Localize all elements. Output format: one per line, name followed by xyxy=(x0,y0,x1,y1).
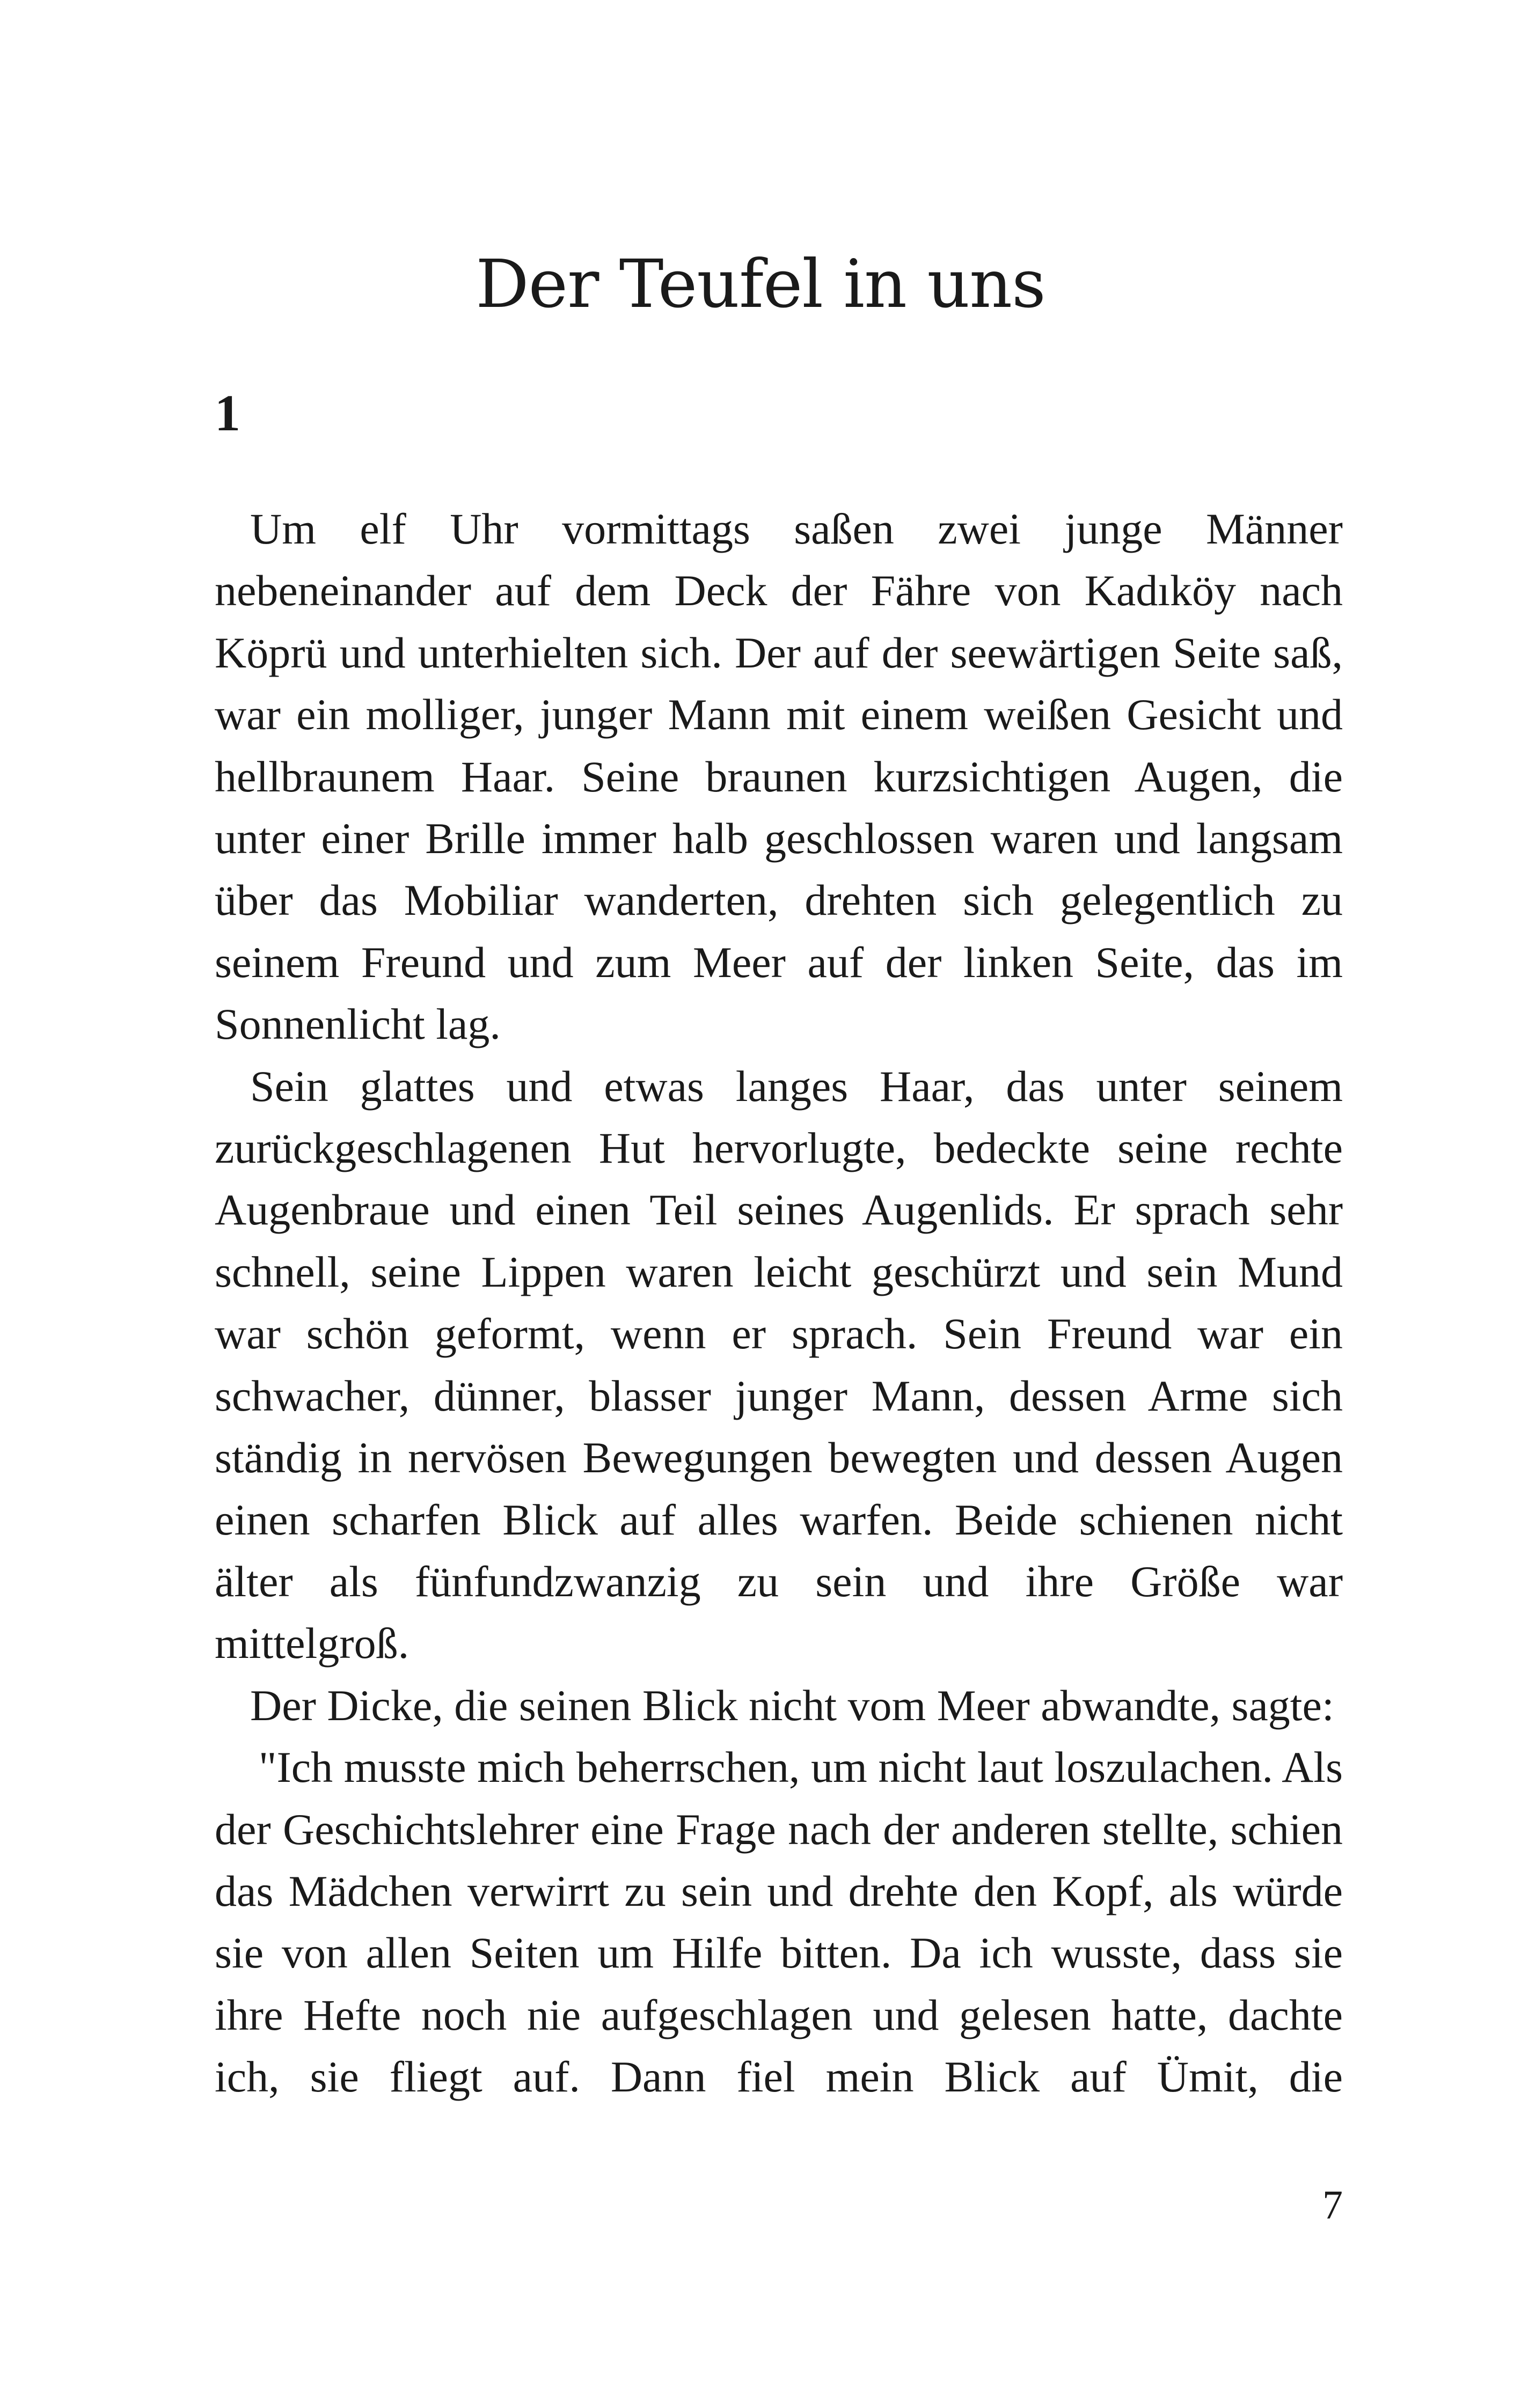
body-text xyxy=(215,498,1343,2108)
page-number: 7 xyxy=(1322,2183,1343,2228)
paragraph: Um elf Uhr vormittags saßen zwei junge Männer nebeneinander auf dem Deck der Fähre von Kadıköy nach Köprü und unterhielten sich. Der auf der seewärtigen Seite saß, war ein molliger, junger Mann mit einem weißen Gesicht und hellbraunem Haar. Seine braunen kurzsichtigen Augen, die unter einer Brille immer halb geschlossen waren und langsam über das Mobiliar wanderten, drehten sich gelegentlich zu seinem Freund und zum Meer auf der linken Seite, das im Sonnenlicht lag. xyxy=(215,504,1343,1049)
paragraph: Sein glattes und etwas langes Haar, das unter seinem zurückgeschlagenen Hut hervorlugte, bedeckte seine rechte Augenbraue und einen Teil seines Augenlids. Er sprach sehr schnell, seine Lippen waren leicht geschürzt und sein Mund war schön geformt, wenn er sprach. Sein Freund war ein schwacher, dünner, blasser junger Mann, dessen Arme sich ständig in nervösen Bewegungen bewegten und dessen Augen einen scharfen Blick auf alles warfen. Beide schienen nicht älter als fünfundzwanzig zu sein und ihre Größe war mittelgroß. xyxy=(215,1061,1343,1668)
chapter-title: Der Teufel in uns xyxy=(476,246,1045,323)
paragraph: Der Dicke, die seinen Blick nicht vom Meer abwandte, sagte: xyxy=(250,1680,1334,1730)
chapter-number: 1 xyxy=(215,384,240,442)
paragraph: "Ich musste mich beherrschen, um nicht laut loszulachen. Als der Geschichtslehrer eine Frage nach der anderen stellte, schien das Mädchen verwirrt zu sein und drehte den Kopf, als würde sie von allen Seiten um Hilfe bitten. Da ich wusste, dass sie ihre Hefte noch nie aufgeschlagen und gelesen hatte, dachte ich, sie fliegt auf. Dann fiel mein Blick auf Ümit, die xyxy=(215,1743,1343,2102)
